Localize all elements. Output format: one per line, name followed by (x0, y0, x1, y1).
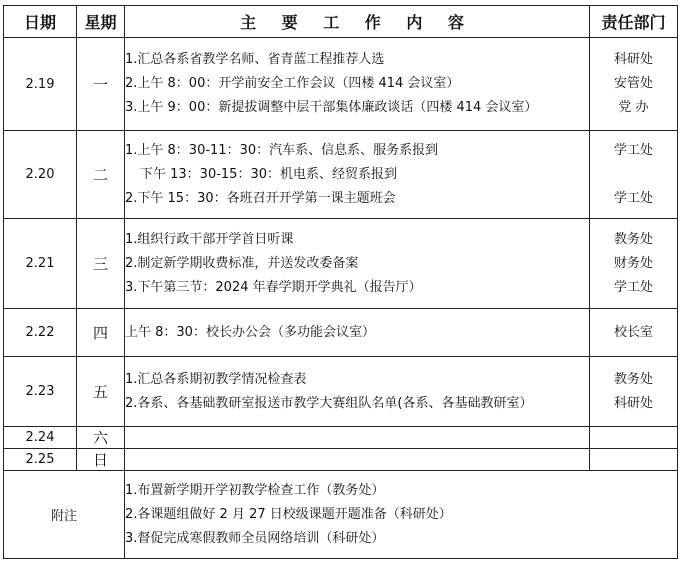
note-item: 3.督促完成寒假教师全员网络培训（科研处） (125, 530, 385, 546)
header-dept: 责任部门 (590, 6, 678, 38)
row-depts (590, 131, 678, 219)
work-item: 2.各系、各基础教研室报送市教学大赛组队名单(各系、各基础教研室） (125, 395, 533, 411)
dept-label: 教务处 (613, 231, 653, 247)
dept-label: 科研处 (613, 52, 653, 67)
row-items (125, 38, 590, 131)
row-items (125, 219, 590, 309)
table-row (4, 38, 678, 131)
row-weekday: 五 (77, 357, 125, 427)
dept-label: 学工处 (613, 142, 653, 158)
row-date: 2.22 (4, 309, 77, 357)
row-weekday: 一 (77, 38, 125, 131)
dept-label: 学工处 (613, 279, 653, 295)
row-weekday: 日 (77, 449, 125, 471)
dept-label: 安管处 (613, 76, 653, 91)
row-depts (590, 219, 678, 309)
work-item: 2.制定新学期收费标准，并送发改委备案 (125, 255, 359, 271)
row-depts (590, 449, 678, 471)
row-date: 2.21 (4, 219, 77, 309)
table-row (4, 427, 678, 449)
header-row (4, 6, 678, 38)
row-items (125, 427, 590, 449)
dept-label: 党 办 (618, 100, 649, 115)
dept-label (590, 163, 677, 187)
notes-label: 附注 (4, 471, 125, 559)
dept-label: 教务处 (613, 371, 653, 387)
row-date: 2.24 (4, 427, 77, 449)
work-item: 3.下午第三节：2024 年春学期开学典礼（报告厅） (125, 279, 422, 295)
row-depts (590, 38, 678, 131)
dept-label: 学工处 (613, 190, 653, 206)
table-row (4, 309, 678, 357)
row-date: 2.20 (4, 131, 77, 219)
table-row (4, 219, 678, 309)
row-items (125, 309, 590, 357)
row-weekday: 三 (77, 219, 125, 309)
row-depts (590, 309, 678, 357)
notes-row (4, 471, 678, 559)
work-item: 2.下午 15：30：各班召开开学第一课主题班会 (125, 190, 396, 206)
row-weekday: 二 (77, 131, 125, 219)
work-item: 下午 13：30-15：30：机电系、经贸系报到 (140, 166, 397, 182)
notes-items (125, 471, 678, 559)
header-weekday: 星期 (77, 6, 125, 38)
work-item: 1.上午 8：30-11：30：汽车系、信息系、服务系报到 (125, 142, 439, 158)
row-items (125, 357, 590, 427)
note-item: 1.布置新学期开学初教学检查工作（教务处） (125, 482, 385, 498)
table-row (4, 449, 678, 471)
work-item: 上午 8：30：校长办公会（多功能会议室） (125, 324, 375, 340)
weekly-schedule-table (3, 5, 678, 559)
work-item: 1.汇总各系省教学名师、省青蓝工程推荐人选 (125, 52, 385, 67)
row-items (125, 131, 590, 219)
work-item: 1.汇总各系期初教学情况检查表 (125, 371, 307, 387)
note-item: 2.各课题组做好 2 月 27 日校级课题开题准备（科研处） (125, 506, 452, 522)
table-row (4, 131, 678, 219)
header-date: 日期 (4, 6, 77, 38)
row-date: 2.25 (4, 449, 77, 471)
row-depts (590, 357, 678, 427)
table-row (4, 357, 678, 427)
row-date: 2.19 (4, 38, 77, 131)
row-depts (590, 427, 678, 449)
work-item: 3.上午 9：00：新提拔调整中层干部集体廉政谈话（四楼 414 会议室） (125, 100, 538, 115)
work-item: 1.组织行政干部开学首日听课 (125, 231, 294, 247)
row-weekday: 四 (77, 309, 125, 357)
row-weekday: 六 (77, 427, 125, 449)
row-date: 2.23 (4, 357, 77, 427)
row-items (125, 449, 590, 471)
header-content: 主 要 工 作 内 容 (125, 6, 590, 38)
dept-label: 校长室 (613, 324, 653, 340)
dept-label: 科研处 (613, 395, 653, 411)
work-item: 2.上午 8：00：开学前安全工作会议（四楼 414 会议室） (125, 76, 460, 91)
dept-label: 财务处 (613, 255, 653, 271)
